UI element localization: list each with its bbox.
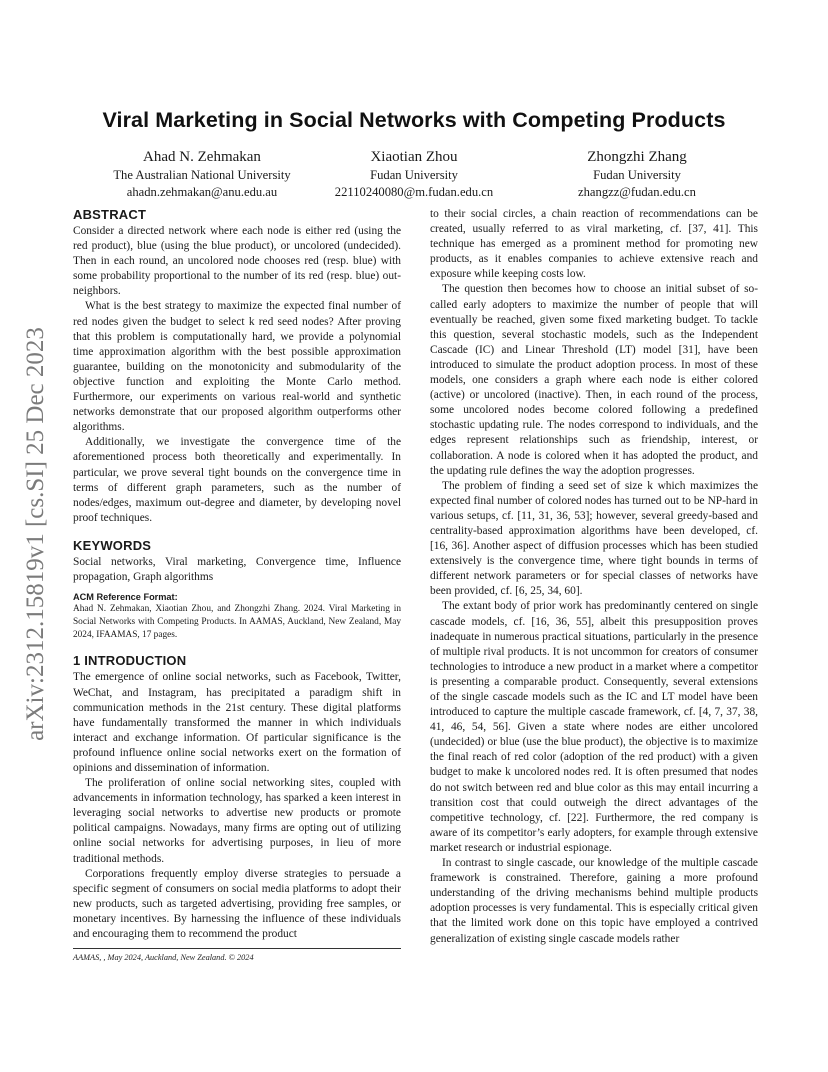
author-affiliation: Fudan University [370, 168, 458, 182]
abstract-paragraph: Consider a directed network where each node is either red (using the red product), blue (using the blue product), or uncolored (undecided). Then in each round, an uncolored node chooses red (resp. blue) with some probability proportional to the number of its red (resp. blue) out-neighbors. [73, 225, 401, 298]
intro-paragraph: The proliferation of online social networking sites, coupled with advancements in information technology, has sparked a keen interest in leveraging social networks to advertise new products or promote political campaigns. Nowadays, many firms are opting out of utilizing online social networks for advertising purposes, in lieu of more traditional methods. [73, 777, 401, 865]
author-2 [294, 147, 534, 200]
intro-paragraph: In contrast to single cascade, our knowledge of the multiple cascade framework is constrained. Therefore, gaining a more profound understanding of the driving mechanisms behind multiple products adoption processes is very fundamental. This is especially critical given that the limited work done on this topic have employed a contrived generalization of existing single cascade models rather [430, 857, 758, 945]
author-1 [82, 147, 322, 200]
acm-reference-text: Ahad N. Zehmakan, Xiaotian Zhou, and Zhongzhi Zhang. 2024. Viral Marketing in Social Networks with Competing Products. In AAMAS, Auckland, New Zealand, May 2024, IFAAMAS, 17 pages. [73, 604, 401, 640]
right-column [430, 207, 758, 947]
abstract-heading: ABSTRACT [73, 207, 147, 222]
introduction-heading: 1 INTRODUCTION [73, 653, 187, 669]
intro-paragraph: to their social circles, a chain reaction of recommendations can be created, usually referred to as viral marketing, cf. [37, 41]. This technique has emerged as a prominent method for promoting new products, as it enables companies to achieve extensive reach and exposure while keeping costs low. [430, 208, 758, 281]
author-affiliation: Fudan University [593, 168, 681, 182]
abstract-paragraph: What is the best strategy to maximize the expected final number of red nodes given the budget to select k red seed nodes? After proving that this problem is computationally hard, we provide a polynomial time approximation algorithm with the best possible approximation guarantee, building on the monotonicity and submodularity of the objective function and exploiting the Monte Carlo method. Furthermore, our experiments on various real-world and synthetic networks demonstrate that our proposed algorithm outperforms other algorithms. [73, 300, 401, 434]
keywords-heading: KEYWORDS [73, 537, 152, 553]
footnote-venue: AAMAS, , May 2024, Auckland, New Zealand. © 2024 [73, 953, 254, 962]
keywords-text: Social networks, Viral marketing, Convergence time, Influence propagation, Graph algorithms [73, 555, 401, 583]
author-affiliation: The Australian National University [113, 168, 291, 182]
author-email: zhangzz@fudan.edu.cn [578, 184, 696, 199]
author-name: Xiaotian Zhou [370, 149, 458, 165]
footnote-rule [73, 948, 401, 949]
author-3 [517, 147, 757, 200]
intro-paragraph: The extant body of prior work has predominantly centered on single cascade models, cf. [16, 36, 55], albeit this presupposition proves inadequate in numerous practical situations, particularly in the presence of multiple rival products. It is not uncommon for creators of consumer technologies to introduce a new product in a market where a competitor is presenting a comparable product. Consequently, several extensions of the single cascade models such as the IC and LT model have been introduced to capture the multiple cascade framework, cf. [4, 7, 37, 38, 41, 46, 54, 56]. Given a state where nodes are either uncolored (undecided) or blue (use the blue product), the objective is to maximize the final reach of red color (adoption of the red product) with a given budget to make k uncolored nodes red. It is often presumed that nodes do not switch between red and blue color as this may entail incurring a transition cost that could outweigh the direct advantages of the competitive technology, cf. [22]. Furthermore, the red company is aware of its competitor’s early adopters, for example through extensive market research or industrial espionage. [430, 600, 758, 854]
intro-paragraph: The problem of finding a seed set of size k which maximizes the expected final number of colored nodes has turned out to be NP-hard in various setups, cf. [11, 31, 36, 53]; however, several greedy-based and centrality-based approximation algorithms have been developed, cf. [16, 36]. Another aspect of diffusion processes which has been studied extensively is the convergence time, where tight bounds in terms of different network parameters or for special classes of networks have been provided, cf. [6, 25, 34, 60]. [430, 479, 758, 598]
author-name: Ahad N. Zehmakan [143, 149, 261, 165]
abstract-paragraph: Additionally, we investigate the convergence time of the aforementioned process both theoretically and experimentally. In particular, we prove several tight bounds on the convergence time in terms of different graph parameters, such as the number of nodes/edges, maximum out-degree and diameter, by developing novel proof techniques. [73, 436, 401, 524]
arxiv-id-text: arXiv:2312.15819v1 [cs.SI] 25 Dec 2023 [22, 327, 49, 741]
arxiv-identifier-stamp [20, 274, 52, 794]
intro-paragraph: Corporations frequently employ diverse strategies to persuade a specific segment of consumers on social media platforms to adopt their new products, such as targeted advertising, providing free samples, or monetary incentives. By harnessing the influence of these individuals and encouraging them to recommend the product [73, 867, 401, 941]
acm-reference-heading: ACM Reference Format: [73, 592, 178, 603]
author-name: Zhongzhi Zhang [587, 149, 687, 165]
left-column [73, 207, 401, 942]
intro-paragraph: The question then becomes how to choose an initial subset of so-called early adopters to maximize the number of people that will eventually be reached, given some fixed marketing budget. To tackle this question, several stochastic models, such as the Independent Cascade (IC) and Linear Threshold (LT) model [31], have been introduced to simulate the product adoption process. In most of these models, one considers a graph where each node is either colored (active) or uncolored (inactive). Then, in each round of the process, some uncolored nodes become colored following a predefined stochastic updating rule. The nodes correspond to individuals, and the edges represent relationships such as friendship, interest, or collaboration. A node is colored when it has adopted the product, and the updating rule defines the way the adoption progresses. [430, 283, 758, 477]
author-email: 22110240080@m.fudan.edu.cn [334, 184, 494, 199]
intro-paragraph: The emergence of online social networks, such as Facebook, Twitter, WeChat, and Instagram, has precipitated a paradigm shift in communication methods in the 21st century. These digital platforms have fundamentally transformed the manner in which individuals interact and exchange information. Of particular significance is the profound influence online social networks exert on the formation of opinions and dissemination of information. [73, 671, 401, 775]
author-email: ahadn.zehmakan@anu.edu.au [126, 184, 278, 199]
paper-title: Viral Marketing in Social Networks with Competing Products [102, 108, 726, 132]
